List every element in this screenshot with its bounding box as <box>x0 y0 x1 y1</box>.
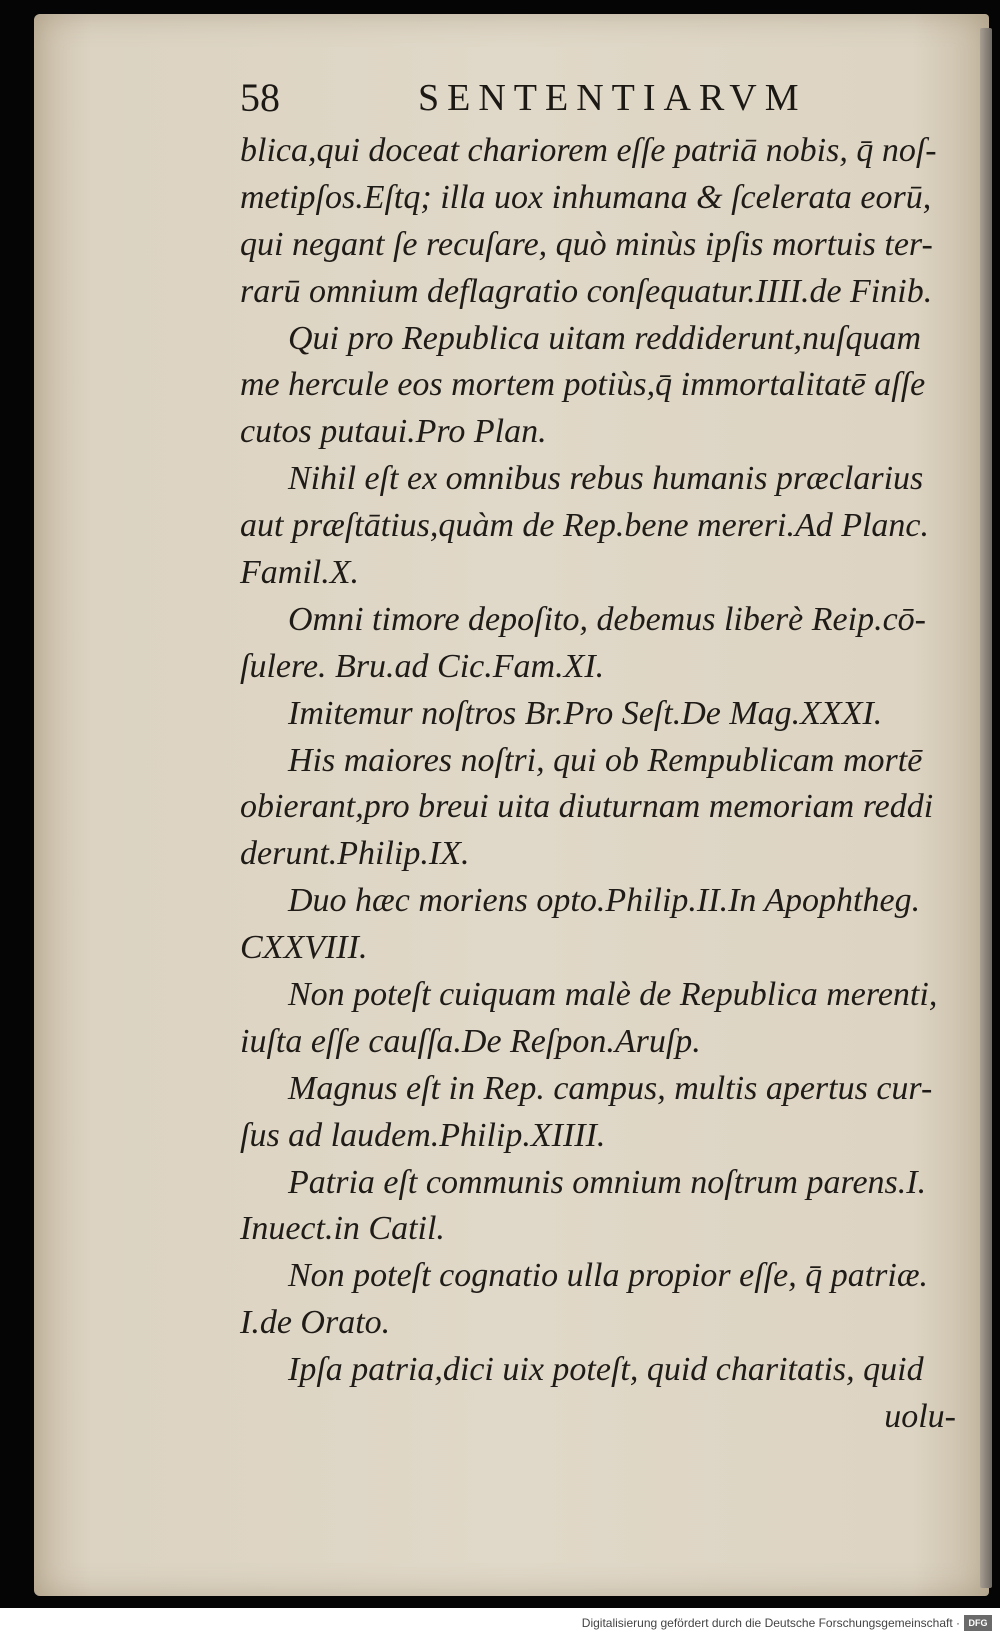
text-line: Non poteſt cognatio ulla propior eſſe, q̄ patriæ. <box>288 1257 929 1295</box>
text-line: Nihil eſt ex omnibus rebus humanis præclarius <box>288 460 924 498</box>
text-line: Patria eſt communis omnium noſtrum parens.I. <box>288 1163 927 1201</box>
running-head: SENTENTIARVM <box>418 77 807 119</box>
text-line: metipſos.Eſtq; illa uox inhumana & ſcelerata eorū, <box>240 178 932 216</box>
text-block <box>240 128 956 1441</box>
text-line: His maiores noſtri, qui ob Rempublicam mortē <box>288 741 923 779</box>
text-line: me hercule eos mortem potiùs,q̄ immortalitatē aſſe <box>240 366 926 404</box>
text-line: cutos putaui.Pro Plan. <box>240 413 547 451</box>
text-line: qui negant ſe recuſare, quò minùs ipſis mortuis ter- <box>240 225 933 263</box>
text-line: Famil.X. <box>240 554 359 592</box>
page-edge <box>980 28 992 1588</box>
dfg-logo-icon: DFG <box>964 1615 992 1631</box>
text-line: Imitemur noſtros Br.Pro Seſt.De Mag.XXXI. <box>288 694 883 732</box>
text-line: Omni timore depoſito, debemus liberè Reip.cō- <box>288 600 926 638</box>
text-line: I.de Orato. <box>240 1304 391 1342</box>
text-line: Magnus eſt in Rep. campus, multis apertus cur- <box>288 1069 933 1107</box>
text-line: ſulere. Bru.ad Cic.Fam.XI. <box>240 647 605 685</box>
text-line: Qui pro Republica uitam reddiderunt,nuſquam <box>288 319 922 357</box>
text-line: CXXVIII. <box>240 929 368 967</box>
text-line: rarū omnium deflagratio conſequatur.IIII.de Finib. <box>240 272 933 310</box>
funding-credit: Digitalisierung gefördert durch die Deutsche Forschungsgemeinschaft · <box>581 1616 960 1630</box>
text-line: Non poteſt cuiquam malè de Republica merenti, <box>288 976 938 1014</box>
page-header <box>240 74 807 124</box>
text-line: Duo hæc moriens opto.Philip.II.In Apophtheg. <box>288 882 921 920</box>
page-number: 58 <box>240 75 280 120</box>
text-line: iuſta eſſe cauſſa.De Reſpon.Aruſp. <box>240 1022 701 1060</box>
digitization-footer <box>0 1608 1000 1640</box>
catchword: uolu- <box>884 1398 956 1436</box>
text-line: Ipſa patria,dici uix poteſt, quid charitatis, quid <box>288 1351 924 1389</box>
text-line: obierant,pro breui uita diuturnam memoriam reddi <box>240 788 934 826</box>
text-line: ſus ad laudem.Philip.XIIII. <box>240 1116 606 1154</box>
text-line: blica,qui doceat chariorem eſſe patriā nobis, q̄ noſ- <box>240 132 937 169</box>
text-line: aut præſtātius,quàm de Rep.bene mereri.Ad Planc. <box>240 507 930 545</box>
text-line: derunt.Philip.IX. <box>240 835 470 873</box>
text-line: Inuect.in Catil. <box>240 1210 445 1248</box>
